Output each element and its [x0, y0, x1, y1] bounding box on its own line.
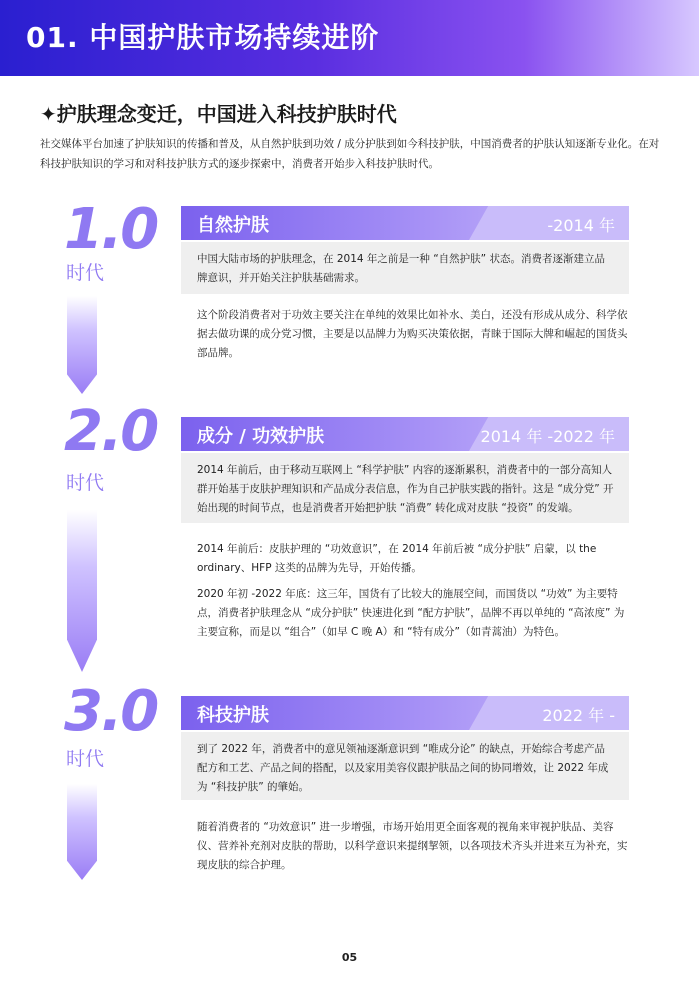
page-number: 05 [341, 951, 358, 964]
era-2-date: 2014 年 -2022 年 [480, 427, 615, 446]
era-3-date: 2022 年 - [542, 706, 615, 725]
section-title: ✦护肤理念变迁，中国进入科技护肤时代 [40, 102, 397, 126]
era-2-number: 2.0 [64, 399, 158, 464]
era-1-paragraph-1: 这个阶段消费者对于功效主要关注在单纯的效果比如补水、美白，还没有形成从成分、科学依据去做功课的成分党习惯，主要是以品牌力为购买决策依据，青睐于国际大牌和崛起的国货头部品牌。 [197, 309, 628, 359]
page-title: 01. 中国护肤市场持续进阶 [26, 21, 380, 54]
era-3-paragraph-1: 随着消费者的 “功效意识” 进一步增强，市场开始用更全面客观的视角来审视护肤品、美容仪、营养补充剂对皮肤的帮助，以科学意识来提纲挈领，以各项技术齐头并进来互为补充，实现皮肤的综合护理。 [197, 821, 628, 871]
era-2-label: 时代 [66, 472, 105, 494]
era-2-title-bar [181, 417, 629, 451]
era-1-label: 时代 [66, 262, 105, 284]
era-3-number: 3.0 [64, 679, 158, 744]
era-3-box: 到了 2022 年，消费者中的意见领袖逐渐意识到 “唯成分论” 的缺点，开始综合考虑产品配方和工艺、产品之间的搭配，以及家用美容仪跟护肤品之间的协同增效，让 2022 年成为 “科技护肤” 的肇始。 [181, 732, 629, 800]
era-3-arrow-icon [67, 784, 97, 880]
era-1-title-bar [181, 206, 629, 240]
era-1-arrow-icon [67, 296, 97, 394]
era-3-title-bar [181, 696, 629, 730]
era-1-title: 自然护肤 [197, 215, 269, 236]
era-3-title: 科技护肤 [197, 705, 269, 726]
era-2-paragraph-2: 2020 年初 -2022 年底：这三年，国货有了比较大的施展空间，而国货以 “功效” 为主要特点，消费者护肤理念从 “成分护肤” 快速进化到 “配方护肤”，品牌不再以单纯的 “高浓度” 为主要宣称，而是以 “组合”（如早 C 晚 A）和 “特有成分”（如青蒿油）为特色。 [197, 588, 625, 638]
intro-paragraph: 社交媒体平台加速了护肤知识的传播和普及，从自然护肤到功效 / 成分护肤到如今科技护肤，中国消费者的护肤认知逐渐专业化。在对科技护肤知识的学习和对科技护肤方式的逐步探索中，消费者开始步入科技护肤时代。 [40, 138, 660, 170]
era-1-date: -2014 年 [547, 216, 615, 235]
era-2-box: 2014 年前后，由于移动互联网上 “科学护肤” 内容的逐渐累积，消费者中的一部分高知人群开始基于皮肤护理知识和产品成分表信息，作为自己护肤实践的指针。这是 “成分党” 开始出现的时间节点，也是消费者开始把护肤 “消费” 转化成对皮肤 “投资” 的发端。 [181, 453, 629, 523]
era-2-title: 成分 / 功效护肤 [197, 426, 325, 447]
era-1-number: 1.0 [64, 197, 158, 262]
era-1-box: 中国大陆市场的护肤理念，在 2014 年之前是一种 “自然护肤” 状态。消费者逐渐建立品牌意识，并开始关注护肤基础需求。 [181, 242, 629, 294]
era-2-arrow-icon [67, 510, 97, 672]
era-2-paragraph-1: 2014 年前后：皮肤护理的 “功效意识”，在 2014 年前后被 “成分护肤” 启蒙，以 the ordinary、HFP 这类的品牌为先导，开始传播。 [197, 543, 597, 574]
era-3-label: 时代 [66, 748, 105, 770]
